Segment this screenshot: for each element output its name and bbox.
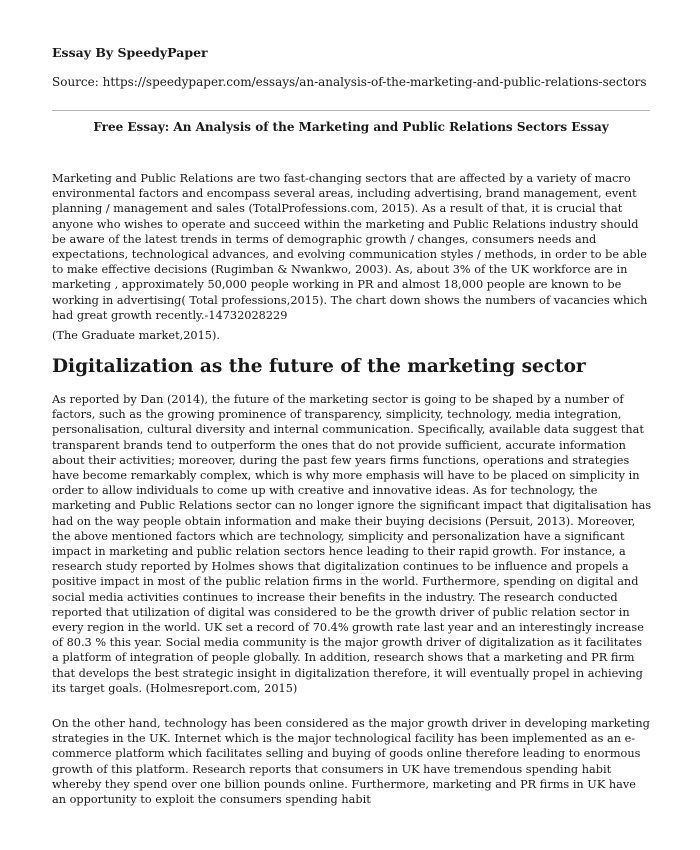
section-heading: Digitalization as the future of the marketing sector [52,356,586,377]
header-divider [52,110,650,111]
source-link[interactable]: Source: https://speedypaper.com/essays/an-analysis-of-the-marketing-and-public-relations-sectors [52,75,647,89]
citation-paragraph: (The Graduate market,2015). [52,329,220,342]
section-paragraph-continued: On the other hand, technology has been considered as the major growth driver in developing marketing strategies in the UK. Internet which is the major technological facility has been implemented as an e-commerce platform which facilitates selling and buying of goods online therefore leading to enormous growth of this platform. Research reports that consumers in UK have tremendous spending habit whereby they spend over one billion pounds online. Furthermore, marketing and PR firms in UK have an opportunity to exploit the consumers spending habit [52,717,650,807]
essay-title: Free Essay: An Analysis of the Marketing and Public Relations Sectors Essay [93,120,609,134]
section-paragraph: As reported by Dan (2014), the future of the marketing sector is going to be shaped by a number of factors, such as the growing prominence of transparency, simplicity, technology, media integration, personalisation, cultural diversity and internal communication. Specifically, available data suggest that transparent brands tend to outperform the ones that do not provide sufficient, accurate information about their activities; moreover, during the past few years firms functions, operations and strategies have become remarkably complex, which is why more emphasis will have to be placed on simplicity in order to allow individuals to come up with creative and innovative ideas. As for technology, the marketing and Public Relations sector can no longer ignore the significant impact that digitalisation has had on the way people obtain information and make their buying decisions (Persuit, 2013). Moreover, the above mentioned factors which are technology, simplicity and personalization have a significant impact in marketing and public relation sectors hence leading to their rapid growth. For instance, a research study reported by Holmes shows that digitalization continues to be influence and propels a positive impact in most of the public relation firms in the world. Furthermore, spending on digital and social media activities continues to increase their benefits in the industry. The research conducted reported that utilization of digital was considered to be the growth driver of public relation sector in every region in the world. UK set a record of 70.4% growth rate last year and an interestingly increase of 80.3 % this year. Social media community is the major growth driver of digitalization as it facilitates a platform of integration of people globally. In addition, research shows that a marketing and PR firm that develops the best strategic insight in digitalization therefore, it will eventually propel in achieving its target goals. (Holmesreport.com, 2015) [52,393,652,695]
brand-header: Essay By SpeedyPaper [52,45,208,60]
intro-paragraph: Marketing and Public Relations are two fast-changing sectors that are affected by a variety of macro environmental factors and encompass several areas, including advertising, brand management, event planning / management and sales (TotalProfessions.com, 2015). As a result of that, it is crucial that anyone who wishes to operate and succeed within the marketing and Public Relations industry should be aware of the latest trends in terms of demographic growth / changes, consumers needs and expectations, technological advances, and evolving communication styles / methods, in order to be able to make effective decisions (Rugimban & Nwankwo, 2003). As, about 3% of the UK workforce are in marketing , approximately 50,000 people working in PR and almost 18,000 people are known to be working in advertising( Total professions,2015). The chart down shows the numbers of vacancies which had great growth recently.-14732028229 [52,172,648,322]
